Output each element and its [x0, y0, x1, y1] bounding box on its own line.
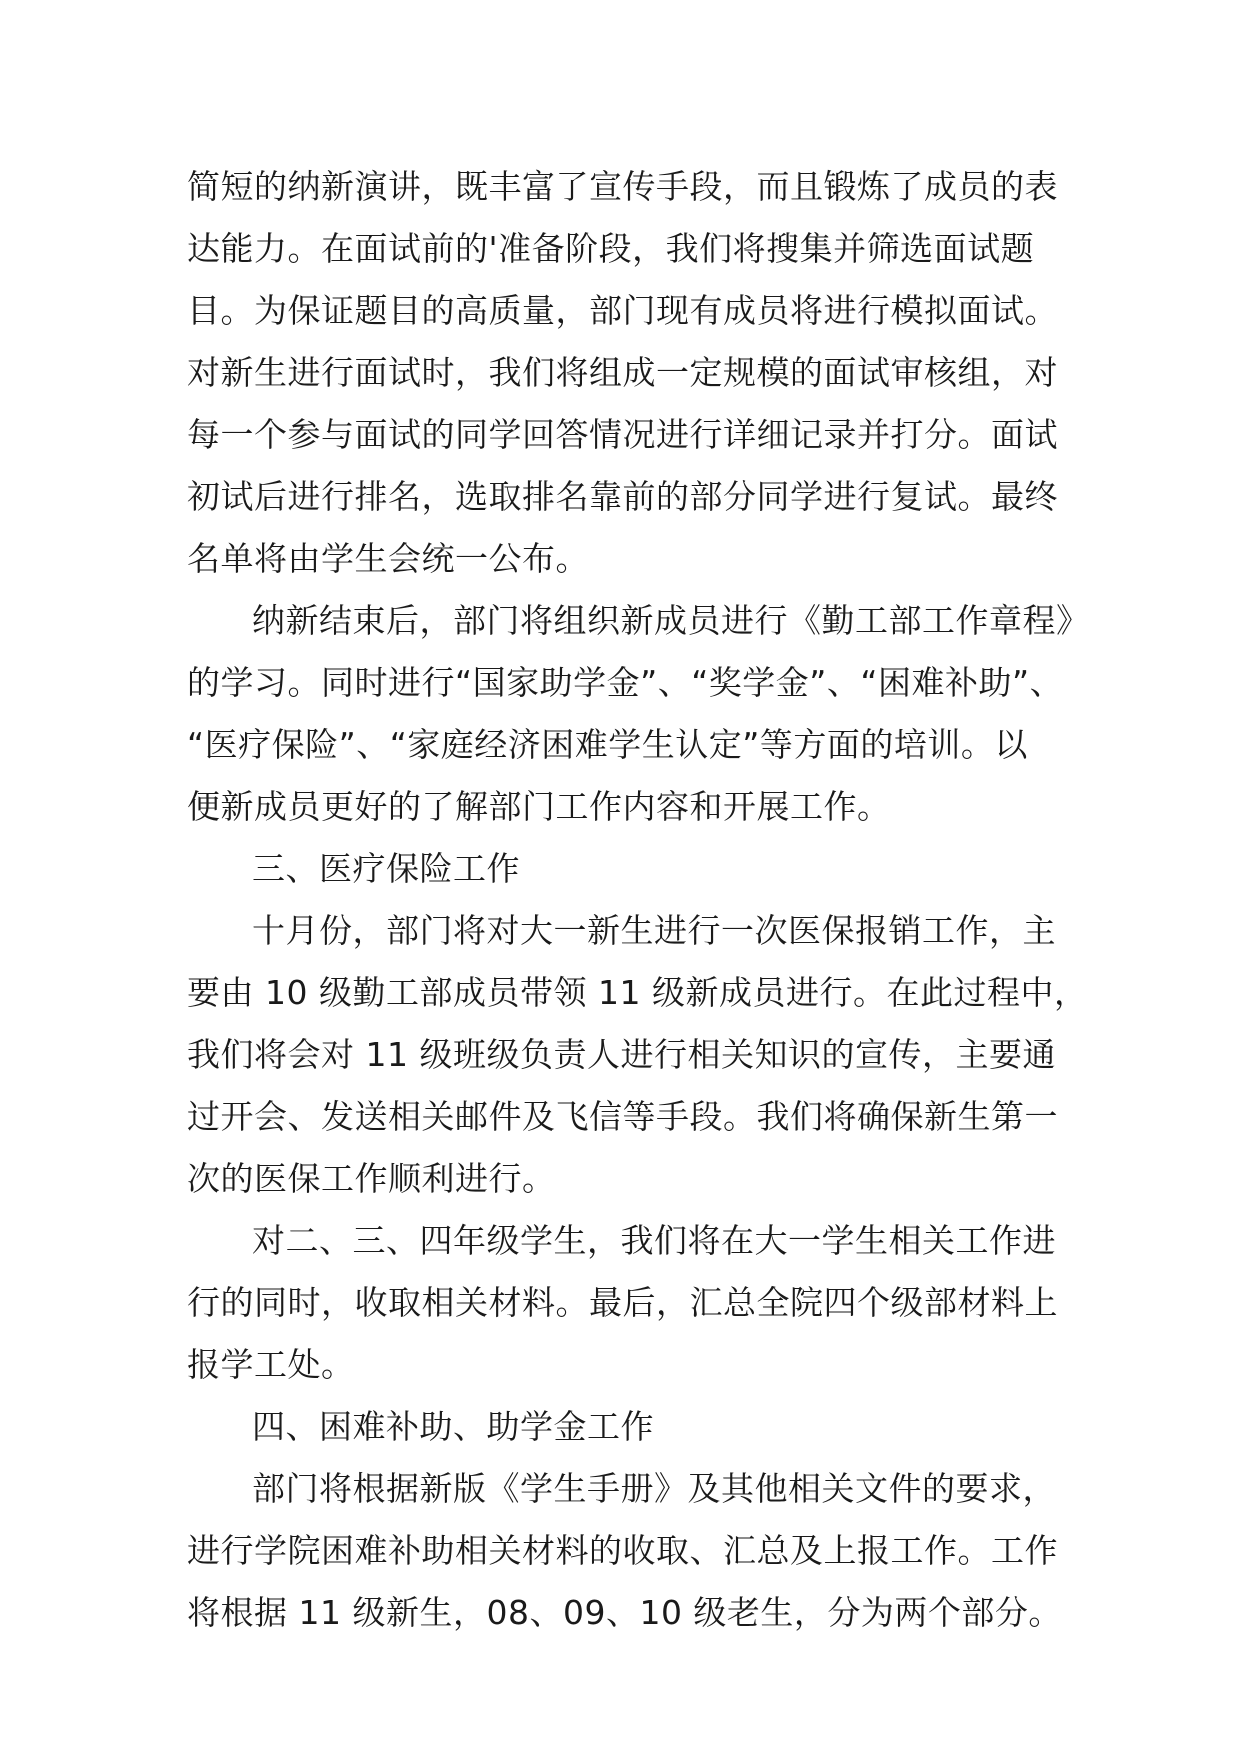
paragraph-line: 对新生进行面试时，我们将组成一定规模的面试审核组，对	[187, 353, 1058, 392]
paragraph-line: 的学习。同时进行“国家助学金”、“奖学金”、“困难补助”、	[187, 663, 1064, 702]
paragraph-line: 简短的纳新演讲，既丰富了宣传手段，而且锻炼了成员的表	[187, 167, 1058, 206]
paragraph-line: 过开会、发送相关邮件及飞信等手段。我们将确保新生第一	[187, 1097, 1058, 1136]
paragraph-line: 名单将由学生会统一公布。	[187, 539, 589, 578]
paragraph-line: 我们将会对 11 级班级负责人进行相关知识的宣传，主要通	[187, 1035, 1056, 1074]
section-heading: 四、困难补助、助学金工作	[252, 1407, 654, 1446]
document-body	[187, 156, 1090, 1644]
paragraph-line: 对二、三、四年级学生，我们将在大一学生相关工作进	[252, 1221, 1056, 1260]
paragraph-line: “医疗保险”、“家庭经济困难学生认定”等方面的培训。以	[187, 725, 1028, 764]
paragraph-line: 纳新结束后，部门将组织新成员进行《勤工部工作章程》	[252, 601, 1090, 640]
paragraph-line: 初试后进行排名，选取排名靠前的部分同学进行复试。最终	[187, 477, 1058, 516]
paragraph-line: 进行学院困难补助相关材料的收取、汇总及上报工作。工作	[187, 1531, 1058, 1570]
paragraph-line: 将根据 11 级新生，08、09、10 级老生，分为两个部分。	[187, 1593, 1062, 1632]
paragraph-line: 达能力。在面试前的'准备阶段，我们将搜集并筛选面试题	[187, 229, 1035, 268]
paragraph-line: 行的同时，收取相关材料。最后，汇总全院四个级部材料上	[187, 1283, 1058, 1322]
paragraph-line: 部门将根据新版《学生手册》及其他相关文件的要求，	[252, 1469, 1056, 1508]
section-heading: 三、医疗保险工作	[252, 849, 520, 888]
paragraph-line: 便新成员更好的了解部门工作内容和开展工作。	[187, 787, 891, 826]
paragraph-line: 目。为保证题目的高质量，部门现有成员将进行模拟面试。	[187, 291, 1058, 330]
paragraph-line: 十月份，部门将对大一新生进行一次医保报销工作，主	[252, 911, 1056, 950]
paragraph-line: 每一个参与面试的同学回答情况进行详细记录并打分。面试	[187, 415, 1058, 454]
paragraph-line: 报学工处。	[187, 1345, 355, 1384]
paragraph-line: 次的医保工作顺利进行。	[187, 1159, 556, 1198]
paragraph-line: 要由 10 级勤工部成员带领 11 级新成员进行。在此过程中，	[187, 973, 1088, 1012]
